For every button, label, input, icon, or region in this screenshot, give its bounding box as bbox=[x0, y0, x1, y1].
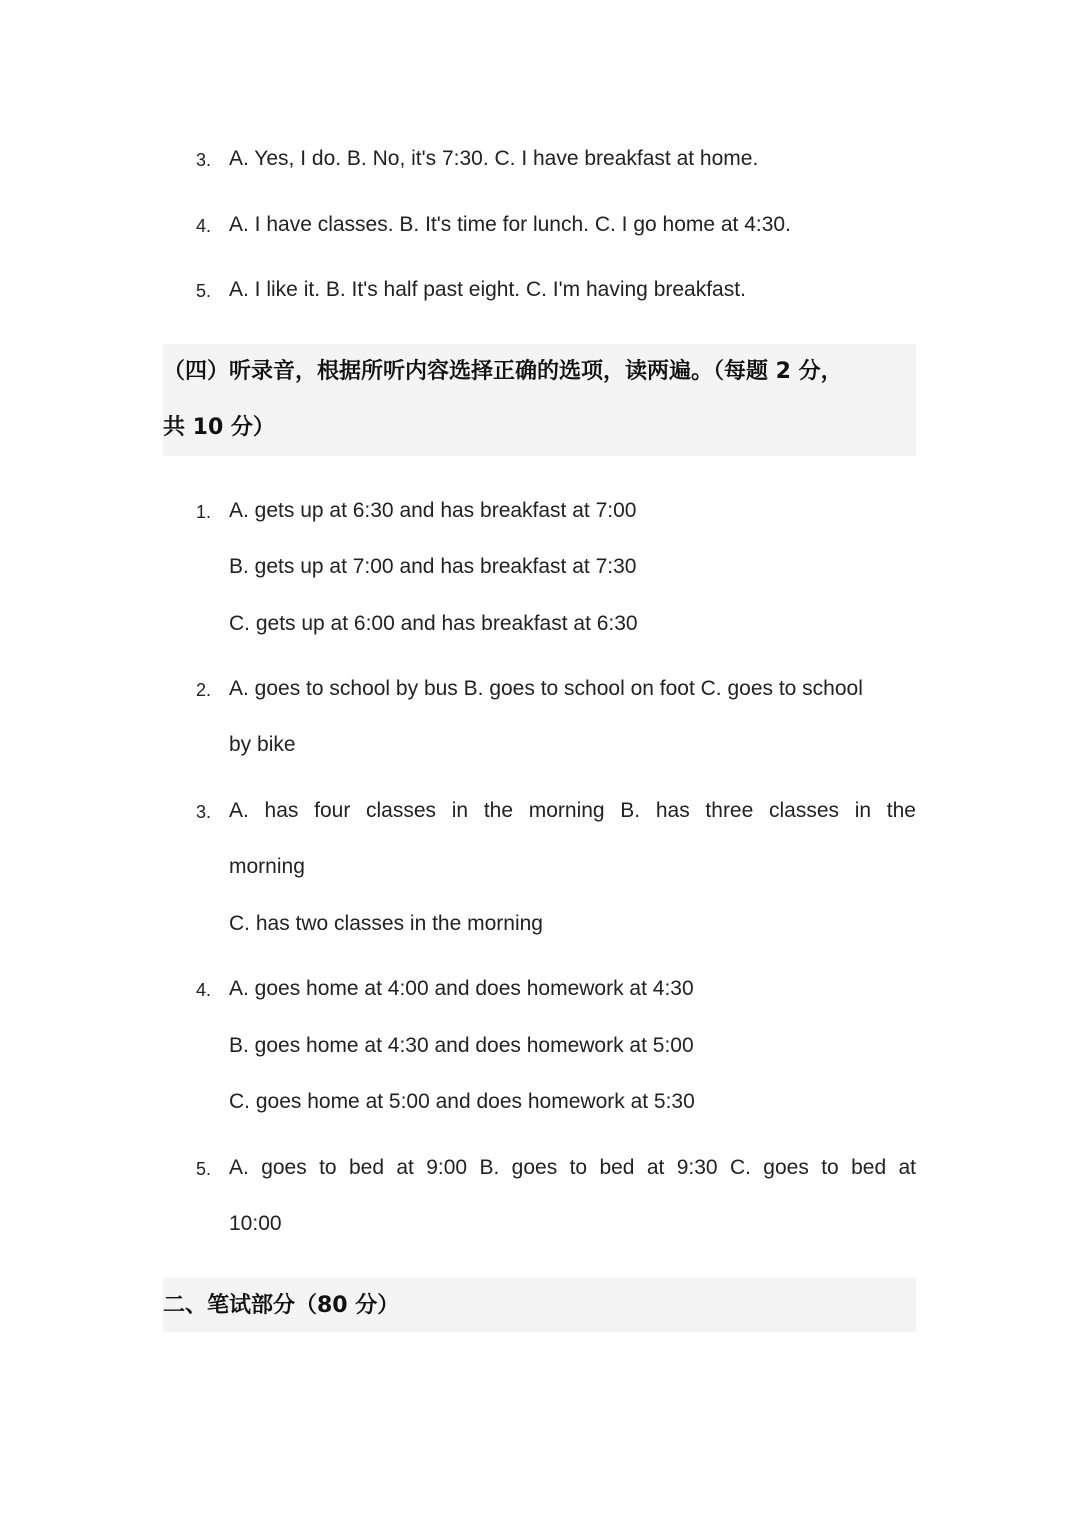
part2-heading: 二、笔试部分（80 分） bbox=[163, 1293, 400, 1318]
options-line-1: A. goes to bed at 9:00 B. goes to bed at 9:30 C. goes to bed at bbox=[229, 1156, 916, 1179]
options-line-2: morning bbox=[229, 855, 305, 878]
options-line-1: A. goes to school by bus B. goes to school on foot C. goes to school bbox=[229, 677, 863, 700]
heading-line-2: 共 10 分） bbox=[163, 415, 275, 440]
item-number: 4. bbox=[196, 216, 212, 236]
option-b: B. goes home at 4:30 and does homework at 5:00 bbox=[229, 1034, 694, 1057]
option-a: A. gets up at 6:30 and has breakfast at 7:00 bbox=[229, 499, 637, 522]
item-number: 5. bbox=[196, 1159, 212, 1179]
item-text: A. I like it. B. It's half past eight. C. I'm having breakfast. bbox=[229, 278, 746, 301]
item-text: A. I have classes. B. It's time for lunch. C. I go home at 4:30. bbox=[229, 213, 791, 236]
item-text: A. Yes, I do. B. No, it's 7:30. C. I have breakfast at home. bbox=[229, 147, 759, 170]
item-number: 4. bbox=[196, 980, 212, 1000]
options-line-1: A. has four classes in the morning B. has three classes in the bbox=[229, 799, 916, 822]
item-number: 5. bbox=[196, 281, 212, 301]
item-number: 3. bbox=[196, 802, 212, 822]
item-number: 2. bbox=[196, 680, 212, 700]
item-number: 3. bbox=[196, 150, 212, 170]
section4-heading bbox=[163, 357, 916, 387]
option-c: C. has two classes in the morning bbox=[229, 912, 543, 935]
options-line-2: by bike bbox=[229, 733, 296, 756]
option-c: C. goes home at 5:00 and does homework at 5:30 bbox=[229, 1090, 695, 1113]
option-a: A. goes home at 4:00 and does homework at 4:30 bbox=[229, 977, 694, 1000]
options-line-2: 10:00 bbox=[229, 1212, 282, 1235]
option-c: C. gets up at 6:00 and has breakfast at 6:30 bbox=[229, 612, 638, 635]
option-b: B. gets up at 7:00 and has breakfast at 7:30 bbox=[229, 555, 637, 578]
item-number: 1. bbox=[196, 502, 212, 522]
heading-line-1: （四）听录音，根据所听内容选择正确的选项，读两遍。（每题 2 分， bbox=[163, 359, 843, 384]
